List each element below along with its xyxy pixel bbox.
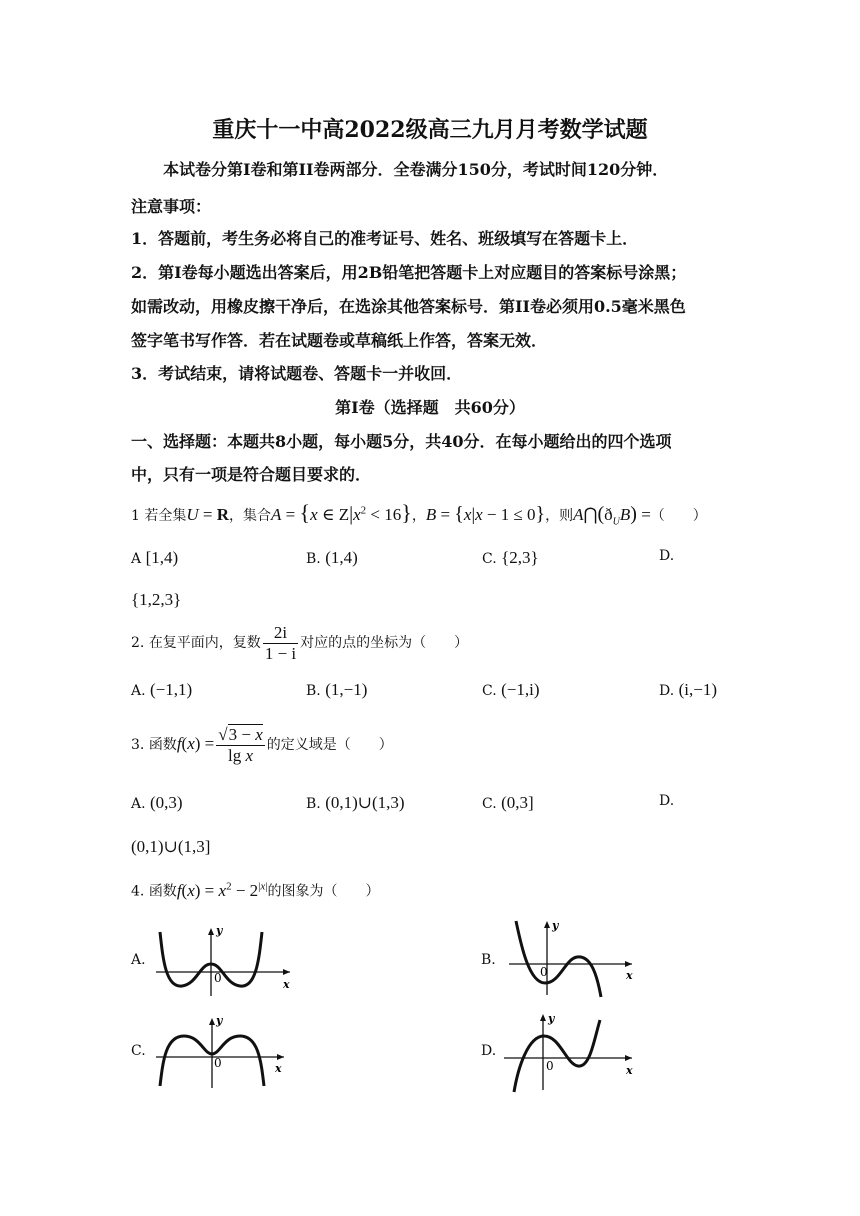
question-4-stem: 4. 函数$f(x) = x^2 - 2^{|x|}$的图象为（ ） <box>131 880 380 900</box>
svg-text:0: 0 <box>546 1059 554 1073</box>
svg-text:y: y <box>552 919 559 932</box>
q4-option-c[interactable]: C. <box>131 1043 146 1059</box>
q3-option-d-label[interactable]: D. <box>659 793 675 809</box>
q4-graph-d[interactable] <box>500 1008 645 1096</box>
svg-text:y: y <box>216 1014 223 1027</box>
svg-text:x: x <box>626 969 633 982</box>
q4-graph-a[interactable] <box>152 920 302 1002</box>
q1-option-d-label[interactable]: D. <box>659 548 675 564</box>
q4-option-b[interactable]: B. <box>481 952 496 968</box>
q3-option-c[interactable]: C. (0,3] <box>482 793 534 812</box>
notice-item-3: 3．考试结束，请将试题卷、答题卡一并收回． <box>131 364 463 383</box>
notice-item-1: 1．答题前，考生务必将自己的准考证号、姓名、班级填写在答题卡上． <box>131 229 639 248</box>
question-3-stem: 3. 函数f(x) = $\frac{√3 - x}{\text{lg x}}$ 的定义域是（ ） <box>131 725 393 765</box>
q4-option-d[interactable]: D. <box>481 1043 497 1059</box>
question-1-stem: 1 若全集U = R，集合A = {x ∈ $Z|x^2 < 16$}，B = {x|x − 1 ≤ 0}，则$A⋂(ð_UB)$ =（ ） <box>131 500 707 528</box>
notice-heading: 注意事项： <box>131 197 212 216</box>
notice-item-2-cont: 如需改动，用橡皮擦干净后，在选涂其他答案标号．第II卷必须用0.5毫米黑色 <box>131 297 686 316</box>
svg-text:y: y <box>548 1012 555 1025</box>
q3-option-d-value[interactable]: (0,1)∪(1,3] <box>131 837 211 856</box>
q1-option-a[interactable]: A [1,4) <box>131 548 179 567</box>
q3-option-b[interactable]: B. (0,1)∪(1,3) <box>306 793 405 812</box>
q2-option-b[interactable]: B. (1,−1) <box>306 680 368 699</box>
part1-heading: 第I卷（选择题 共60分） <box>335 398 525 417</box>
q1-option-c[interactable]: C. {2,3} <box>482 548 539 567</box>
q1-option-d-value[interactable]: {1,2,3} <box>131 590 182 609</box>
page-title: 重庆十一中高2022级高三九月月考数学试题 <box>212 117 648 143</box>
q3-option-a[interactable]: A. (0,3) <box>131 793 183 812</box>
exam-intro: 本试卷分第I卷和第II卷两部分．全卷满分150分，考试时间120分钟． <box>163 160 669 179</box>
notice-item-2-cont2: 签字笔书写作答．若在试题卷或草稿纸上作答，答案无效． <box>131 331 548 350</box>
svg-text:x: x <box>283 978 290 991</box>
notice-item-2: 2．第I卷每小题选出答案后，用2B铅笔把答题卡上对应题目的答案标号涂黑； <box>131 263 687 282</box>
svg-text:y: y <box>216 924 223 937</box>
section1-instructions: 一、选择题：本题共8小题，每小题5分，共40分．在每小题给出的四个选项 <box>131 432 672 451</box>
question-2-stem: 2. 在复平面内，复数 $\frac{2i}{1 - i}$ 对应的点的坐标为（ ） <box>131 623 469 663</box>
svg-text:0: 0 <box>540 965 548 979</box>
q4-graph-b[interactable] <box>505 915 645 1005</box>
svg-text:0: 0 <box>214 971 222 985</box>
svg-text:x: x <box>626 1064 633 1077</box>
q1-option-b[interactable]: B. (1,4) <box>306 548 358 567</box>
svg-text:0: 0 <box>214 1056 222 1070</box>
q4-graph-c[interactable] <box>152 1010 302 1092</box>
q2-option-c[interactable]: C. (−1,i) <box>482 680 540 699</box>
q4-option-a[interactable]: A. <box>131 952 146 968</box>
section1-instructions-cont: 中，只有一项是符合题目要求的． <box>131 465 372 484</box>
q2-option-d[interactable]: D. (i,−1) <box>659 680 718 699</box>
q2-option-a[interactable]: A. (−1,1) <box>131 680 193 699</box>
svg-text:x: x <box>275 1062 282 1075</box>
